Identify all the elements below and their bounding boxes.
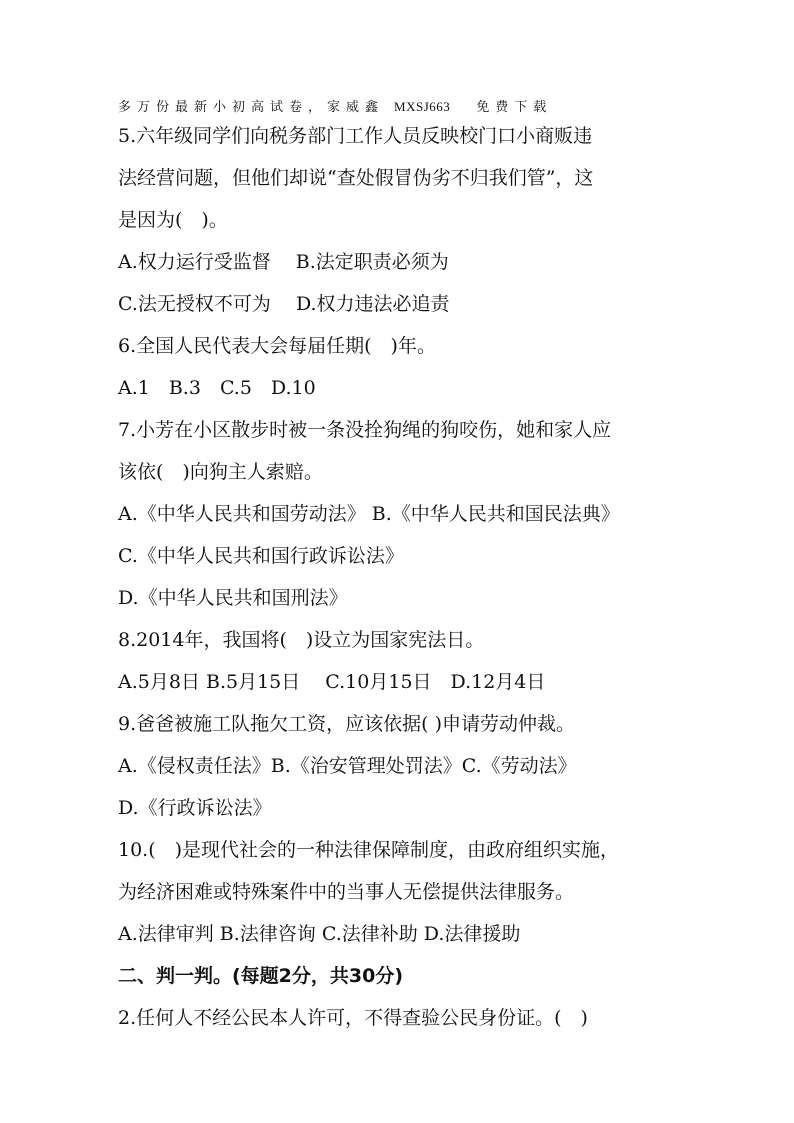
question-7-line-1: 7.小芳在小区散步时被一条没拴狗绳的狗咬伤，她和家人应: [118, 419, 612, 441]
question-5-line-2: 法经营问题，但他们却说“查处假冒伪劣不归我们管”，这: [118, 167, 594, 189]
judge-question-2: 2.任何人不经公民本人许可，不得查验公民身份证。( ): [118, 1007, 588, 1029]
question-7-options-ab: A.《中华人民共和国劳动法》 B.《中华人民共和国民法典》: [118, 503, 620, 525]
header-right-text: 免费下载: [476, 100, 553, 115]
header-code: MXSJ663: [394, 99, 451, 114]
question-5-options-ab: A.权力运行受监督 B.法定职责必须为: [118, 251, 449, 273]
question-8-options: A.5月8日 B.5月15日 C.10月15日 D.12月4日: [118, 671, 546, 693]
question-7-line-2: 该依( )向狗主人索赔。: [118, 461, 323, 483]
question-7-option-c: C.《中华人民共和国行政诉讼法》: [118, 545, 404, 567]
question-10-line-2: 为经济困难或特殊案件中的当事人无偿提供法律服务。: [118, 881, 575, 903]
question-10-line-1: 10.( )是现代社会的一种法律保障制度，由政府组织实施，: [118, 839, 620, 861]
question-9: 9.爸爸被施工队拖欠工资，应该依据( )申请劳动仲裁。: [118, 713, 575, 735]
section-heading: 二、判一判。(每题2分，共30分): [118, 965, 404, 987]
question-7-option-d: D.《中华人民共和国刑法》: [118, 587, 348, 609]
question-6: 6.全国人民代表大会每届任期( )年。: [118, 335, 436, 357]
question-5-options-cd: C.法无授权不可为 D.权力违法必追责: [118, 293, 450, 315]
question-9-options-abc: A.《侵权责任法》B.《治安管理处罚法》C.《劳动法》: [118, 755, 577, 777]
question-5-line-3: 是因为( )。: [118, 209, 228, 231]
header-left-text: 多万份最新小初高试卷，家威鑫: [118, 100, 385, 115]
question-8: 8.2014年，我国将( )设立为国家宪法日。: [118, 629, 485, 651]
question-10-options: A.法律审判 B.法律咨询 C.法律补助 D.法律援助: [118, 923, 521, 945]
page-header: [118, 96, 698, 115]
question-6-options: A.1 B.3 C.5 D.10: [118, 377, 316, 399]
question-5-line-1: 5.六年级同学们向税务部门工作人员反映校门口小商贩违: [118, 125, 593, 147]
question-9-option-d: D.《行政诉讼法》: [118, 797, 272, 819]
